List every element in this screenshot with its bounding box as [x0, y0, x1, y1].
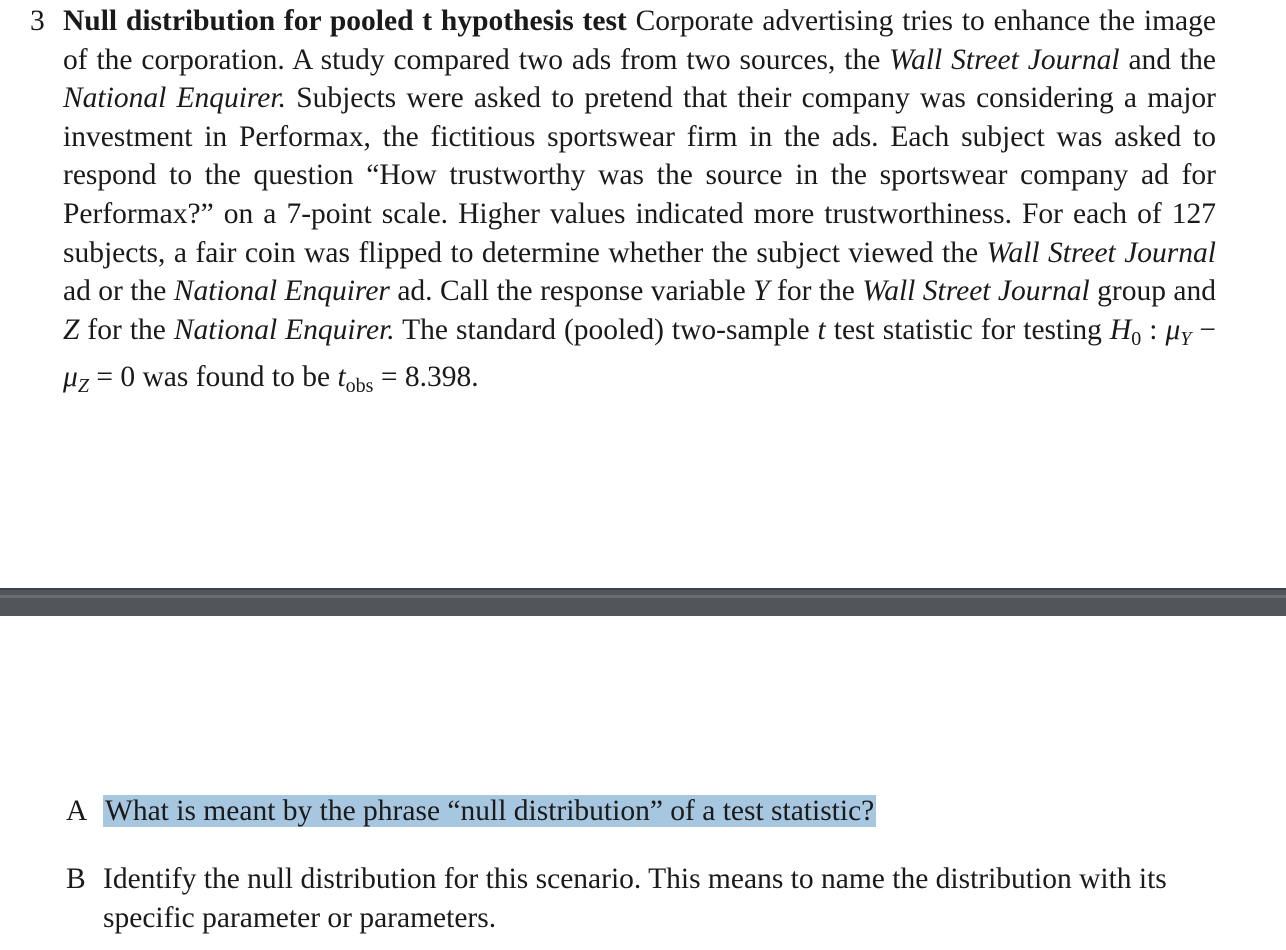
mu-y: μ: [1165, 313, 1181, 346]
problem-text: test statistic for testing: [825, 313, 1110, 346]
colon: :: [1141, 313, 1166, 346]
subscript-z: Z: [77, 375, 89, 398]
problem-text: for the: [769, 275, 863, 308]
source-ne: National Enquirer.: [63, 82, 286, 115]
minus-sign: −: [1191, 313, 1217, 346]
hypothesis-subscript: 0: [1131, 327, 1142, 350]
divider-highlight: [0, 595, 1286, 598]
problem-text: The standard (pooled) two-sample: [394, 313, 818, 346]
source-wsj: Wall Street Journal: [986, 236, 1216, 269]
problem-text: Subjects were asked to pretend that their company was considering a major investment in Performax, the fictitious sportswear firm in the ads. Each subject was asked to respond to the question “How trustworthy was the source in the sportswear company ad for Performax?” on a 7-point scale. Higher values indicated more trustworthiness. For each of 127 subjects, a fair coin was flipped to determine whether the subject viewed the: [63, 82, 1216, 269]
part-letter-b: B: [66, 863, 86, 895]
problem-text: ad. Call the response variable: [389, 275, 754, 308]
problem-number: 3: [30, 5, 45, 37]
question-part-b: [66, 860, 1216, 937]
problem-text: was found to be: [135, 361, 338, 394]
problem-statement: [63, 2, 1216, 406]
variable-z: Z: [63, 313, 80, 346]
problem-text: Corporate advertising tries to enhance the image of the corporation. A study compared two ads from two sources, the: [63, 5, 1216, 76]
mu-z: μ: [63, 361, 78, 394]
problem-text: for the: [79, 313, 174, 346]
source-wsj: Wall Street Journal: [889, 43, 1120, 76]
source-wsj: Wall Street Journal: [862, 275, 1090, 308]
variable-y: Y: [753, 275, 770, 308]
equals-sign: =: [373, 361, 405, 394]
equals-zero: = 0: [88, 361, 136, 394]
variable-t: t: [817, 313, 826, 346]
subscript-y: Y: [1180, 327, 1192, 350]
problem-text: ad or the: [63, 275, 174, 308]
test-statistic-value: 8.398.: [404, 361, 479, 394]
hypothesis-h: H: [1109, 313, 1132, 346]
t-obs-subscript: obs: [345, 375, 374, 398]
mu-y-subscript: [1180, 328, 1191, 350]
part-letter-a: A: [66, 795, 88, 827]
problem-3: [30, 2, 1216, 406]
question-part-a: [66, 792, 1216, 831]
t-obs: t: [337, 361, 346, 394]
page-divider: [0, 588, 1286, 616]
problem-text: group and: [1089, 275, 1217, 308]
problem-title: Null distribution for pooled t hypothesis test: [63, 5, 627, 37]
source-ne: National Enquirer: [173, 275, 390, 308]
problem-text: and the: [1119, 43, 1216, 76]
source-ne: National Enquirer.: [173, 313, 395, 346]
mu-z-subscript: [78, 375, 89, 397]
part-b-text: Identify the null distribution for this scenario. This means to name the distribution with its specific parameter or parameters.: [103, 863, 1167, 934]
part-a-text-selected[interactable]: What is meant by the phrase “null distribution” of a test statistic?: [105, 795, 875, 827]
